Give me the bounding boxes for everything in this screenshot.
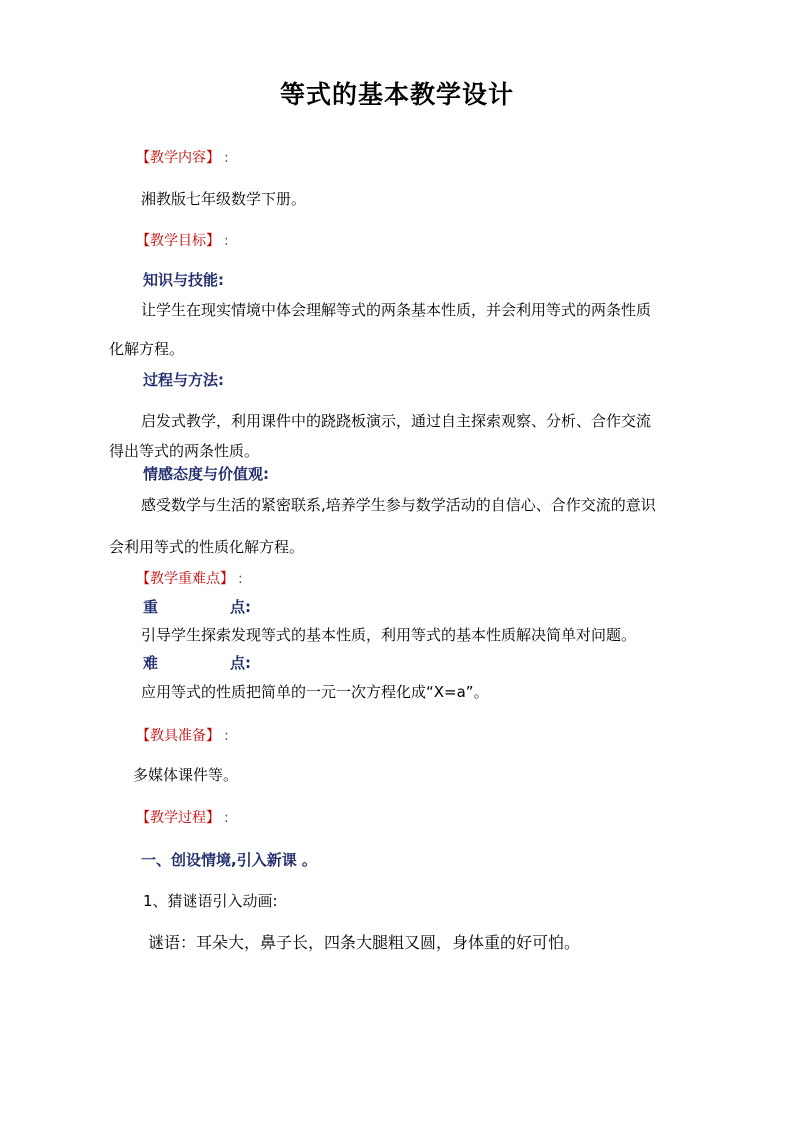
heading-text: 【教学重难点】 (136, 571, 234, 587)
riddle-text: 谜语：耳朵大，鼻子长，四条大腿粗又圆，身体重的好可怕。 (148, 933, 581, 952)
heading-colon: : (238, 571, 243, 587)
key-point-text: 引导学生探索发现等式的基本性质，利用等式的基本性质解决简单对问题。 (141, 626, 637, 644)
label-part-a: 重 (143, 598, 159, 616)
heading-text: 【教学内容】 (136, 150, 220, 166)
label-part-b: 点: (230, 598, 252, 616)
section-heading-goals (136, 234, 229, 248)
process-line-1: 启发式教学，利用课件中的跷跷板演示，通过自主探索观察、分析、合作交流 (141, 412, 652, 430)
knowledge-line-2: 化解方程。 (109, 340, 185, 358)
section-heading-tools (136, 729, 229, 743)
subheading-difficult-point (143, 656, 251, 671)
item-1-text: 1、猜谜语引入动画: (143, 892, 278, 910)
knowledge-line-1: 让学生在现实情境中体会理解等式的两条基本性质，并会利用等式的两条性质 (141, 301, 652, 319)
heading-text: 【教学目标】 (136, 233, 220, 249)
subheading-key-point (143, 600, 251, 615)
subheading-knowledge: 知识与技能: (143, 271, 224, 289)
heading-colon: : (224, 233, 229, 249)
heading-colon: : (224, 810, 229, 826)
page-title: 等式的基本教学设计 (279, 80, 514, 109)
subheading-process: 过程与方法: (143, 371, 224, 389)
section-heading-keypoints (136, 572, 243, 586)
emotion-line-1: 感受数学与生活的紧密联系,培养学生参与数学活动的自信心、合作交流的意识 (141, 496, 656, 514)
label-part-a: 难 (143, 654, 159, 672)
step-1-heading: 一、创设情境,引入新课 。 (141, 851, 317, 869)
section-heading-content (136, 151, 229, 165)
heading-colon: : (224, 150, 229, 166)
emotion-line-2: 会利用等式的性质化解方程。 (109, 538, 305, 556)
difficult-point-text: 应用等式的性质把简单的一元一次方程化成“X=a”。 (141, 683, 489, 701)
process-line-2: 得出等式的两条性质。 (109, 442, 260, 460)
heading-text: 【教学过程】 (136, 810, 220, 826)
heading-text: 【教具准备】 (136, 728, 220, 744)
tools-text: 多媒体课件等。 (133, 766, 239, 784)
content-text: 湘教版七年级数学下册。 (141, 190, 307, 208)
heading-colon: : (224, 728, 229, 744)
label-part-b: 点: (230, 654, 252, 672)
subheading-emotion: 情感态度与价值观: (143, 465, 269, 483)
section-heading-procedure (136, 811, 229, 825)
